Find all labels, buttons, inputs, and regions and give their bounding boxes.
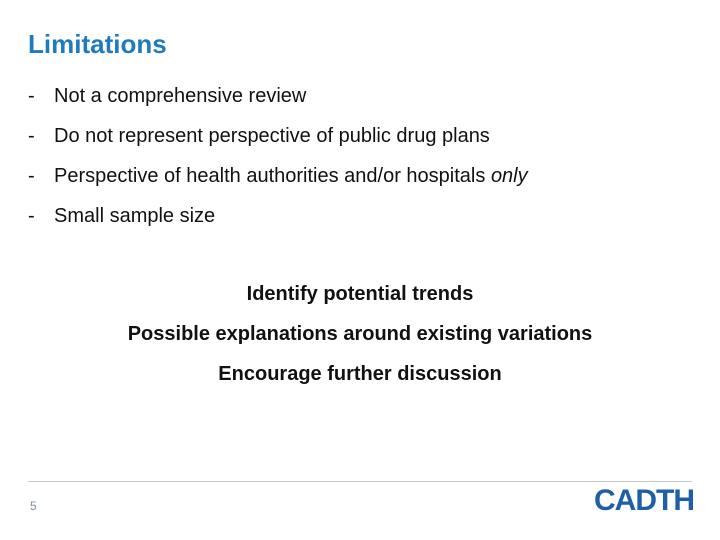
bullet-list [28, 80, 528, 240]
center-line-discussion: Encourage further discussion [218, 363, 502, 385]
bullet-item [28, 160, 528, 200]
center-statements [0, 275, 720, 395]
bullet-dash: - [28, 165, 35, 187]
bullet-text-main: Perspective of health authorities and/or hospitals [54, 165, 491, 187]
bullet-text: Do not represent perspective of public drug plans [54, 125, 490, 147]
page-number: 5 [30, 499, 37, 513]
cadth-logo: CADTH [594, 484, 694, 517]
bullet-item [28, 120, 528, 160]
bullet-dash: - [28, 85, 35, 107]
center-line-trends: Identify potential trends [246, 283, 474, 305]
center-line-explanations: Possible explanations around existing variations [127, 323, 593, 345]
bullet-dash: - [28, 125, 35, 147]
bullet-item [28, 80, 528, 120]
bullet-text: Not a comprehensive review [54, 85, 307, 107]
bullet-emphasis: only [490, 165, 528, 187]
bullet-dash: - [28, 205, 35, 227]
bullet-item [28, 200, 528, 240]
bullet-text [54, 160, 528, 192]
footer-divider [28, 481, 692, 482]
slide-title: Limitations [28, 29, 167, 59]
bullet-text: Small sample size [54, 205, 216, 227]
